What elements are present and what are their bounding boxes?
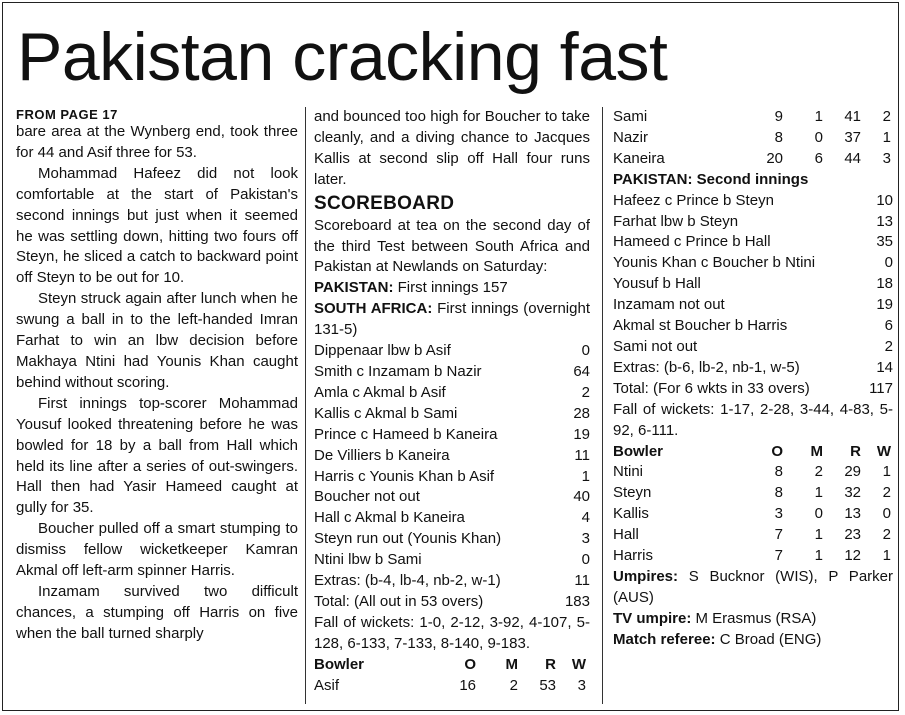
batting-row: [613, 337, 893, 358]
batting-row: [314, 404, 590, 425]
article-column-3: [613, 107, 893, 708]
batsman-entry: Kallis c Akmal b Sami: [314, 404, 458, 422]
batting-row: [613, 212, 893, 233]
bowling-row: [613, 546, 893, 567]
match-referee-label: Match referee:: [613, 630, 716, 648]
batting-row: [314, 383, 590, 404]
innings-heading: [314, 278, 590, 299]
batting-list: [314, 341, 590, 613]
overs-header: O: [771, 442, 783, 460]
wickets-value: 1: [882, 128, 891, 146]
maidens-value: 2: [814, 463, 823, 481]
innings-text: First innings (overnight 131-5): [314, 300, 590, 339]
overs-header: O: [464, 655, 476, 673]
scoreboard-intro: Scoreboard at tea on the second day of the third Test between South Africa and Pakistan at Newlands on Saturday:: [314, 216, 590, 276]
runs-value: 117: [869, 379, 893, 397]
runs-value: 19: [876, 296, 893, 314]
maidens-value: 1: [814, 547, 823, 565]
article-paragraph: bare area at the Wynberg end, took three for 44 and Asif three for 53.: [16, 123, 298, 161]
runs-value: 6: [884, 317, 893, 335]
wickets-value: 1: [882, 547, 891, 565]
batsman-entry: Boucher not out: [314, 488, 420, 506]
maidens-value: 1: [814, 526, 823, 544]
bowling-row: [613, 504, 893, 525]
runs-value: 3: [581, 530, 590, 548]
batting-row: [613, 253, 893, 274]
match-referee-text: C Broad (ENG): [715, 630, 822, 648]
from-page-label: FROM PAGE 17: [16, 107, 118, 122]
runs-value: 11: [574, 446, 590, 464]
batting-row: [613, 232, 893, 253]
bowler-name: Asif: [314, 676, 340, 694]
bowling-list: [314, 676, 590, 697]
batsman-entry: Hall c Akmal b Kaneira: [314, 509, 465, 527]
wickets-value: 2: [882, 108, 891, 125]
runs-value: 32: [844, 484, 861, 502]
bowler-name: Kaneira: [613, 149, 665, 167]
batting-list: [613, 191, 893, 400]
runs-value: 1: [581, 467, 590, 485]
overs-value: 7: [774, 526, 783, 544]
bowling-header: [613, 442, 893, 463]
batsman-entry: Amla c Akmal b Asif: [314, 383, 446, 401]
batting-row: [613, 316, 893, 337]
match-referee-line: [613, 630, 893, 651]
newspaper-clipping: [2, 2, 899, 711]
bowler-name: Steyn: [613, 484, 652, 502]
runs-value: 37: [844, 128, 861, 146]
maidens-value: 1: [814, 484, 823, 502]
runs-value: 183: [564, 592, 590, 610]
innings-text: Second innings: [692, 170, 809, 188]
overs-value: 8: [774, 128, 783, 146]
batting-row: [613, 379, 893, 400]
batting-row: [613, 274, 893, 295]
maidens-value: 0: [814, 505, 823, 523]
batting-row: [314, 550, 590, 571]
runs-value: 44: [844, 149, 861, 167]
batsman-entry: Extras: (b-4, lb-4, nb-2, w-1): [314, 572, 501, 590]
runs-value: 29: [844, 463, 861, 481]
runs-value: 64: [573, 362, 590, 380]
umpires-label: Umpires:: [613, 567, 679, 585]
runs-value: 2: [581, 383, 590, 401]
batting-row: [314, 362, 590, 383]
wickets-value: 3: [882, 149, 891, 167]
maidens-value: 1: [814, 108, 823, 125]
bowling-row: [613, 107, 893, 128]
batsman-entry: Yousuf b Hall: [613, 275, 701, 293]
bowler-name: Kallis: [613, 505, 649, 523]
batsman-entry: Extras: (b-6, lb-2, nb-1, w-5): [613, 358, 800, 376]
runs-value: 10: [876, 191, 893, 209]
batsman-entry: Total: (All out in 53 overs): [314, 592, 484, 610]
headline: Pakistan cracking fast: [17, 19, 668, 95]
innings-heading: [613, 170, 893, 191]
tv-umpire-text: M Erasmus (RSA): [691, 609, 817, 627]
maidens-header: M: [505, 655, 518, 673]
overs-value: 9: [774, 108, 783, 125]
batsman-entry: Harris c Younis Khan b Asif: [314, 467, 495, 485]
batsman-entry: Dippenaar lbw b Asif: [314, 342, 451, 360]
column-divider: [602, 107, 603, 704]
batting-row: [314, 487, 590, 508]
team-label: PAKISTAN:: [613, 170, 693, 188]
runs-value: 23: [844, 526, 861, 544]
umpires-line: [613, 567, 893, 609]
bowling-list: [613, 107, 893, 170]
bowler-name: Nazir: [613, 128, 649, 146]
bowling-list: [613, 462, 893, 567]
runs-value: 4: [581, 509, 590, 527]
batsman-entry: Younis Khan c Boucher b Ntini: [613, 254, 816, 272]
bowler-header: Bowler: [314, 655, 365, 673]
umpires-text: S Bucknor (WIS), P Parker (AUS): [613, 567, 893, 606]
bowler-name: Harris: [613, 547, 653, 565]
wickets-header: W: [876, 442, 891, 460]
wickets-value: 1: [882, 463, 891, 481]
scoreboard-title: SCOREBOARD: [314, 192, 455, 214]
batsman-entry: Prince c Hameed b Kaneira: [314, 425, 498, 443]
batsman-entry: Inzamam not out: [613, 296, 725, 314]
batsman-entry: Ntini lbw b Sami: [314, 551, 422, 569]
tv-umpire-line: [613, 609, 893, 630]
tv-umpire-label: TV umpire:: [613, 609, 692, 627]
batting-row: [613, 191, 893, 212]
batting-row: [613, 295, 893, 316]
runs-value: 12: [844, 547, 861, 565]
team-label: SOUTH AFRICA:: [314, 300, 433, 318]
bowler-name: Sami: [613, 108, 648, 125]
batsman-entry: Total: (For 6 wkts in 33 overs): [613, 379, 810, 397]
article-paragraph: Inzamam survived two difficult chances, a stumping off Harris on five when the ball turned sharply: [16, 582, 298, 642]
bowling-row: [613, 462, 893, 483]
article-column-1: [16, 107, 298, 708]
maidens-value: 2: [509, 676, 518, 694]
column-divider: [305, 107, 306, 704]
article-column-2: [314, 107, 590, 708]
runs-header: R: [545, 655, 556, 673]
runs-value: 35: [876, 233, 893, 251]
overs-value: 20: [766, 149, 783, 167]
innings-heading: [314, 299, 590, 341]
overs-value: 8: [774, 463, 783, 481]
batsman-entry: Steyn run out (Younis Khan): [314, 530, 502, 548]
article-paragraph: Mohammad Hafeez did not look comfortable at the start of Pakistan's second innings but just when it seemed he was settling down, hitting two fours off Steyn, he sliced a catch to backward point off Steyn to be out for 10.: [16, 164, 298, 287]
batting-row: [314, 446, 590, 467]
article-paragraph: and bounced too high for Boucher to take cleanly, and a diving chance to Jacques Kallis at second slip off Hall four runs later.: [314, 108, 590, 188]
bowling-row: [613, 128, 893, 149]
overs-value: 16: [459, 676, 476, 694]
runs-value: 18: [876, 275, 893, 293]
innings-text: First innings 157: [393, 279, 508, 297]
batsman-entry: Akmal st Boucher b Harris: [613, 317, 788, 335]
runs-value: 0: [884, 254, 893, 272]
runs-value: 19: [573, 425, 590, 443]
runs-value: 2: [884, 337, 893, 355]
maidens-value: 6: [814, 149, 823, 167]
fall-of-wickets: Fall of wickets: 1-0, 2-12, 3-92, 4-107, 5-128, 6-133, 7-133, 8-140, 9-183.: [314, 613, 590, 652]
wickets-value: 2: [882, 526, 891, 544]
bowling-row: [314, 676, 590, 697]
team-label: PAKISTAN:: [314, 279, 394, 297]
runs-value: 53: [539, 676, 556, 694]
runs-value: 0: [581, 551, 590, 569]
wickets-value: 0: [882, 505, 891, 523]
bowling-row: [613, 483, 893, 504]
maidens-value: 0: [814, 128, 823, 146]
batsman-entry: Hameed c Prince b Hall: [613, 233, 771, 251]
batting-row: [314, 592, 590, 613]
fall-of-wickets: Fall of wickets: 1-17, 2-28, 3-44, 4-83, 5-92, 6-111.: [613, 400, 893, 439]
article-paragraph: First innings top-scorer Mohammad Yousuf looked threatening before he was bowled for 18 by a ball from Hall which held its line after a series of out-swingers. Hall then had Yasir Hameed caught at gully for 35.: [16, 394, 298, 517]
article-paragraph: Boucher pulled off a smart stumping to dismiss fellow wicketkeeper Kamran Akmal off left-arm spinner Harris.: [16, 520, 298, 580]
batsman-entry: Farhat lbw b Steyn: [613, 212, 739, 230]
batsman-entry: Sami not out: [613, 337, 698, 355]
runs-value: 11: [574, 572, 590, 590]
runs-value: 41: [844, 108, 861, 125]
runs-header: R: [850, 442, 861, 460]
bowling-row: [613, 149, 893, 170]
wickets-header: W: [571, 655, 586, 673]
batting-row: [314, 571, 590, 592]
runs-value: 40: [573, 488, 590, 506]
batting-row: [314, 341, 590, 362]
batting-row: [613, 358, 893, 379]
runs-value: 28: [573, 404, 590, 422]
runs-value: 0: [581, 342, 590, 360]
maidens-header: M: [810, 442, 823, 460]
overs-value: 7: [774, 547, 783, 565]
overs-value: 8: [774, 484, 783, 502]
wickets-value: 2: [882, 484, 891, 502]
batsman-entry: Smith c Inzamam b Nazir: [314, 362, 482, 380]
bowler-name: Hall: [613, 526, 639, 544]
batting-row: [314, 425, 590, 446]
batting-row: [314, 467, 590, 488]
runs-value: 13: [844, 505, 861, 523]
overs-value: 3: [774, 505, 783, 523]
bowler-name: Ntini: [613, 463, 644, 481]
bowling-header: [314, 655, 590, 676]
batting-row: [314, 529, 590, 550]
runs-value: 13: [876, 212, 893, 230]
runs-value: 14: [876, 358, 893, 376]
bowling-row: [613, 525, 893, 546]
article-paragraph: Steyn struck again after lunch when he swung a ball in to the left-handed Imran Farhat to win an lbw decision before Makhaya Ntini had Younis Khan caught behind without scoring.: [16, 290, 298, 391]
batsman-entry: Hafeez c Prince b Steyn: [613, 191, 774, 209]
batsman-entry: De Villiers b Kaneira: [314, 446, 450, 464]
wickets-value: 3: [577, 676, 586, 694]
bowler-header: Bowler: [613, 442, 664, 460]
batting-row: [314, 508, 590, 529]
